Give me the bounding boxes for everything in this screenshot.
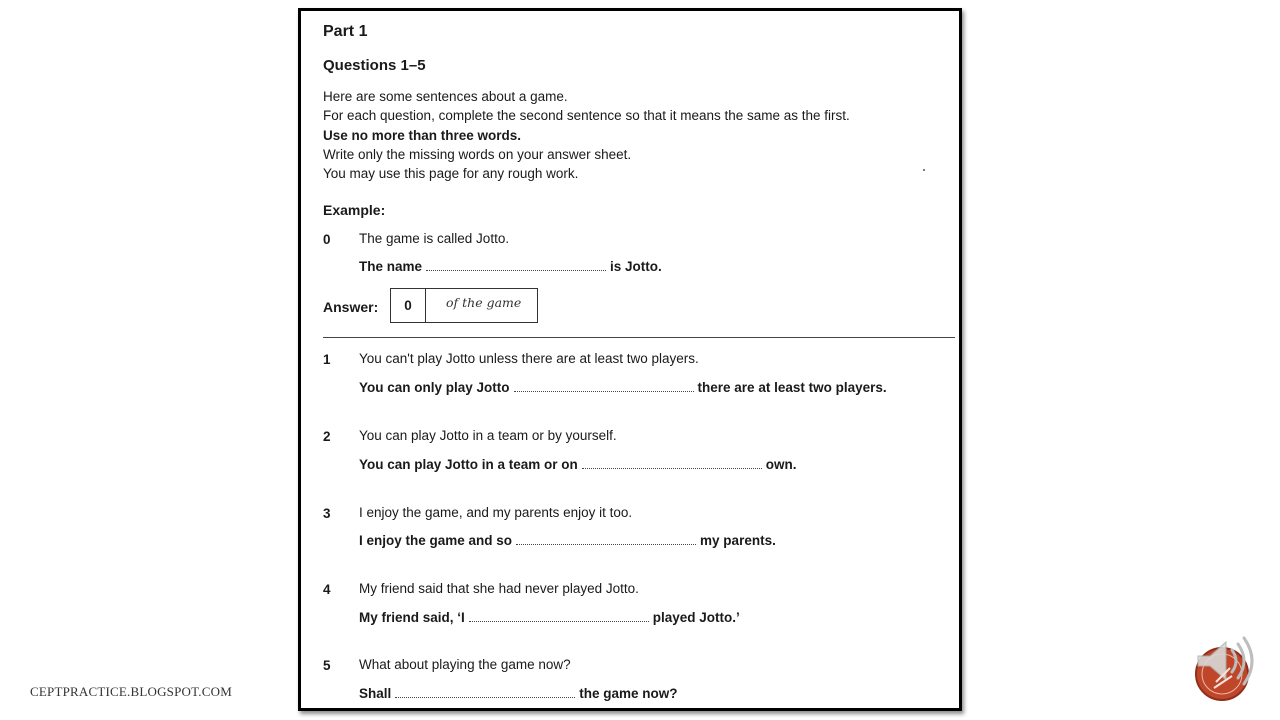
instruction-line: For each question, complete the second sentence so that it means the same as the first. (323, 108, 850, 124)
example-sentence: The game is called Jotto. (359, 231, 510, 246)
answer-blank (426, 260, 606, 271)
answer-blank (395, 687, 575, 698)
answer-box (390, 288, 538, 323)
prompt-before: Shall (359, 686, 392, 701)
divider (323, 337, 955, 338)
prompt-after: there are at least two players. (697, 380, 887, 395)
instruction-line-bold: Use no more than three words. (323, 127, 522, 143)
question-number: 5 (323, 658, 331, 673)
instruction-line: You may use this page for any rough work. (323, 166, 579, 182)
example-number: 0 (323, 232, 331, 247)
question-prompt (359, 610, 740, 625)
question-prompt (359, 457, 797, 472)
question-number: 4 (323, 582, 331, 597)
answer-box-text: of the game (446, 295, 522, 310)
speaker-icon[interactable] (1190, 632, 1258, 706)
example-heading: Example: (323, 202, 386, 218)
question-sentence: My friend said that she had never played Jotto. (359, 581, 639, 596)
answer-box-number: 0 (391, 289, 426, 322)
question-sentence: What about playing the game now? (359, 657, 571, 672)
prompt-after: own. (765, 457, 797, 472)
site-watermark: CEPTPRACTICE.BLOGSPOT.COM (30, 684, 232, 699)
instruction-line: Write only the missing words on your answer sheet. (323, 146, 632, 162)
part-title: Part 1 (323, 23, 368, 40)
speck (923, 169, 925, 171)
question-prompt (359, 380, 887, 395)
question-number: 2 (323, 429, 331, 444)
questions-title: Questions 1–5 (323, 57, 426, 74)
question-sentence: I enjoy the game, and my parents enjoy it too. (359, 505, 633, 520)
answer-blank (469, 611, 649, 622)
prompt-after: my parents. (700, 533, 776, 548)
prompt-before: My friend said, ‘I (359, 610, 465, 625)
example-prompt-before: The name (359, 259, 423, 274)
answer-blank (514, 381, 694, 392)
answer-blank (582, 458, 762, 469)
question-number: 3 (323, 506, 331, 521)
prompt-after: the game now? (579, 686, 678, 701)
exam-sheet (298, 8, 962, 711)
question-sentence: You can't play Jotto unless there are at least two players. (359, 351, 699, 366)
instructions (323, 87, 850, 183)
question-prompt (359, 533, 776, 548)
prompt-before: I enjoy the game and so (359, 533, 513, 548)
prompt-after: played Jotto.’ (652, 610, 740, 625)
prompt-before: You can only play Jotto (359, 380, 510, 395)
question-number: 1 (323, 352, 331, 367)
example-prompt-after: is Jotto. (610, 259, 662, 274)
instruction-line: Here are some sentences about a game. (323, 89, 568, 104)
example-prompt (359, 259, 662, 274)
answer-blank (516, 534, 696, 545)
question-sentence: You can play Jotto in a team or by yourself. (359, 428, 617, 443)
prompt-before: You can play Jotto in a team or on (359, 457, 578, 472)
answer-label: Answer: (323, 299, 379, 315)
question-prompt (359, 686, 678, 701)
